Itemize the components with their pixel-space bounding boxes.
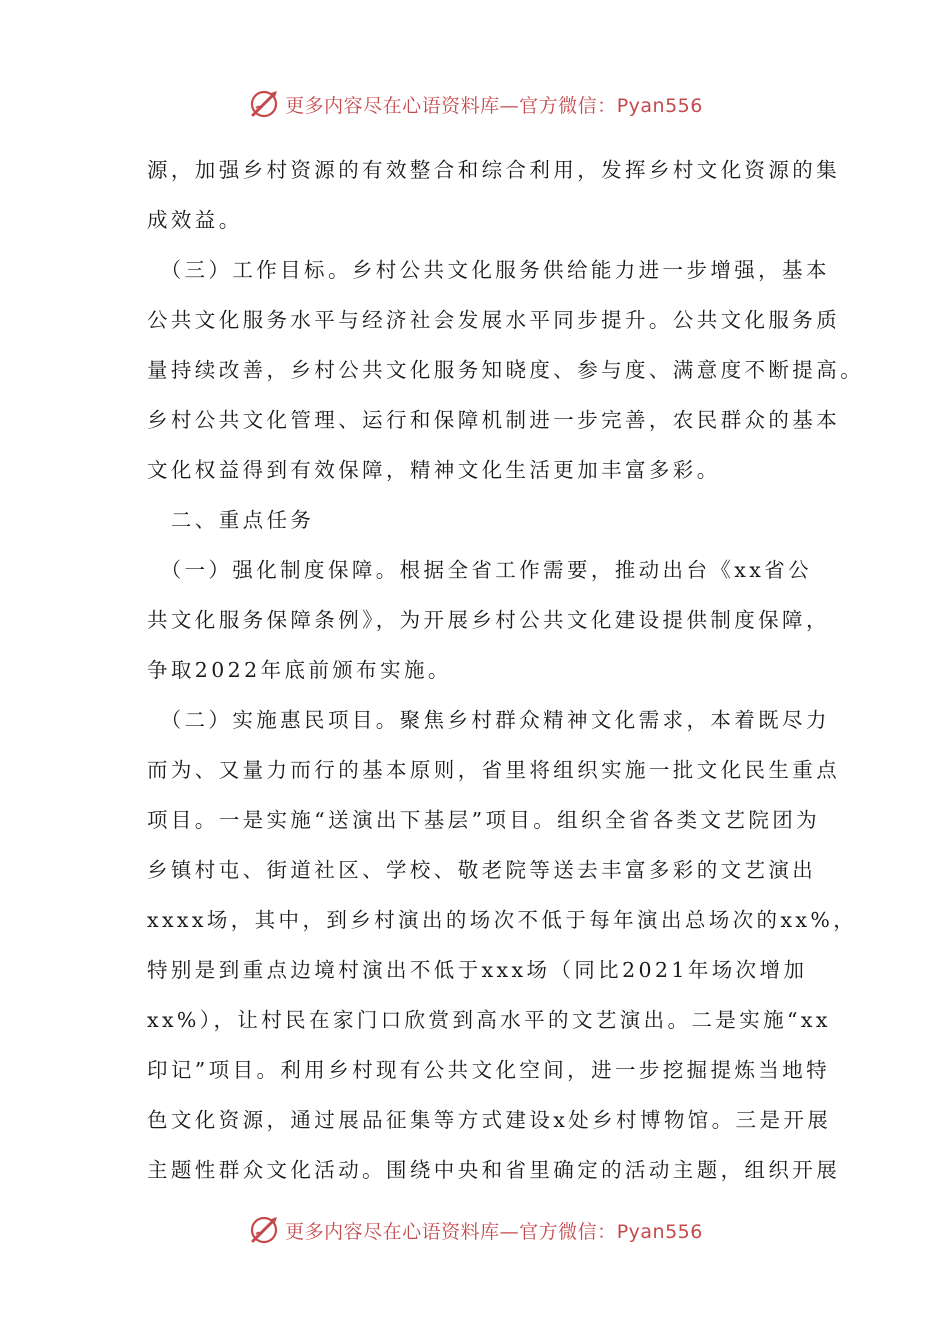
text-line: 成效益。 [147,208,243,232]
banner-contact-label: 官方微信： [519,1220,617,1243]
text-line: 印记”项目。利用乡村现有公共文化空间，进一步挖掘提炼当地特 [147,1058,831,1082]
banner-handle: Pyan556 [616,94,703,117]
section-heading: 二、重点任务 [147,508,315,532]
text-line: xxxx场，其中，到乡村演出的场次不低于每年演出总场次的xx%， [147,908,858,932]
text-line: 乡镇村屯、街道社区、学校、敬老院等送去丰富多彩的文艺演出 [147,858,817,882]
banner-dash: — [499,94,520,117]
text-line: 项目。一是实施“送演出下基层”项目。组织全省各类文艺院团为 [147,808,821,832]
text-line: （二）实施惠民项目。聚焦乡村群众精神文化需求，本着既尽力 [147,708,830,732]
document-body [147,148,864,1198]
header-banner [0,84,950,124]
text-line: （一）强化制度保障。根据全省工作需要，推动出台《xx省公 [147,558,812,582]
text-line: 共文化服务保障条例》，为开展乡村公共文化建设提供制度保障， [147,608,830,632]
banner-title: 更多内容尽在心语资料库 [285,94,500,117]
text-line: 乡村公共文化管理、运行和保障机制进一步完善，农民群众的基本 [147,408,841,432]
text-line: 特别是到重点边境村演出不低于xxx场（同比2021年场次增加 [147,958,808,982]
banner-contact-label: 官方微信： [519,94,617,117]
text-line: 色文化资源，通过展品征集等方式建设x处乡村博物馆。三是开展 [147,1108,832,1132]
footer-banner [0,1210,950,1250]
banner-title: 更多内容尽在心语资料库 [285,1220,500,1243]
text-line: 文化权益得到有效保障，精神文化生活更加丰富多彩。 [147,458,721,482]
banner-dash: — [499,1220,520,1243]
text-line: 源，加强乡村资源的有效整合和综合利用，发挥乡村文化资源的集 [147,158,841,182]
text-line: 争取2022年底前颁布实施。 [147,658,452,682]
pen-logo-icon [247,87,281,121]
banner-handle: Pyan556 [616,1220,703,1243]
text-line: （三）工作目标。乡村公共文化服务供给能力进一步增强，基本 [147,258,830,282]
text-line: 公共文化服务水平与经济社会发展水平同步提升。公共文化服务质 [147,308,841,332]
text-line: 而为、又量力而行的基本原则，省里将组织实施一批文化民生重点 [147,758,841,782]
pen-logo-icon [247,1213,281,1247]
banner-text [285,91,703,118]
text-line: 主题性群众文化活动。围绕中央和省里确定的活动主题，组织开展 [147,1158,841,1182]
text-line: xx%），让村民在家门口欣赏到高水平的文艺演出。二是实施“xx [147,1008,831,1032]
banner-text [285,1217,703,1244]
text-line: 量持续改善，乡村公共文化服务知晓度、参与度、满意度不断提高。 [147,358,864,382]
